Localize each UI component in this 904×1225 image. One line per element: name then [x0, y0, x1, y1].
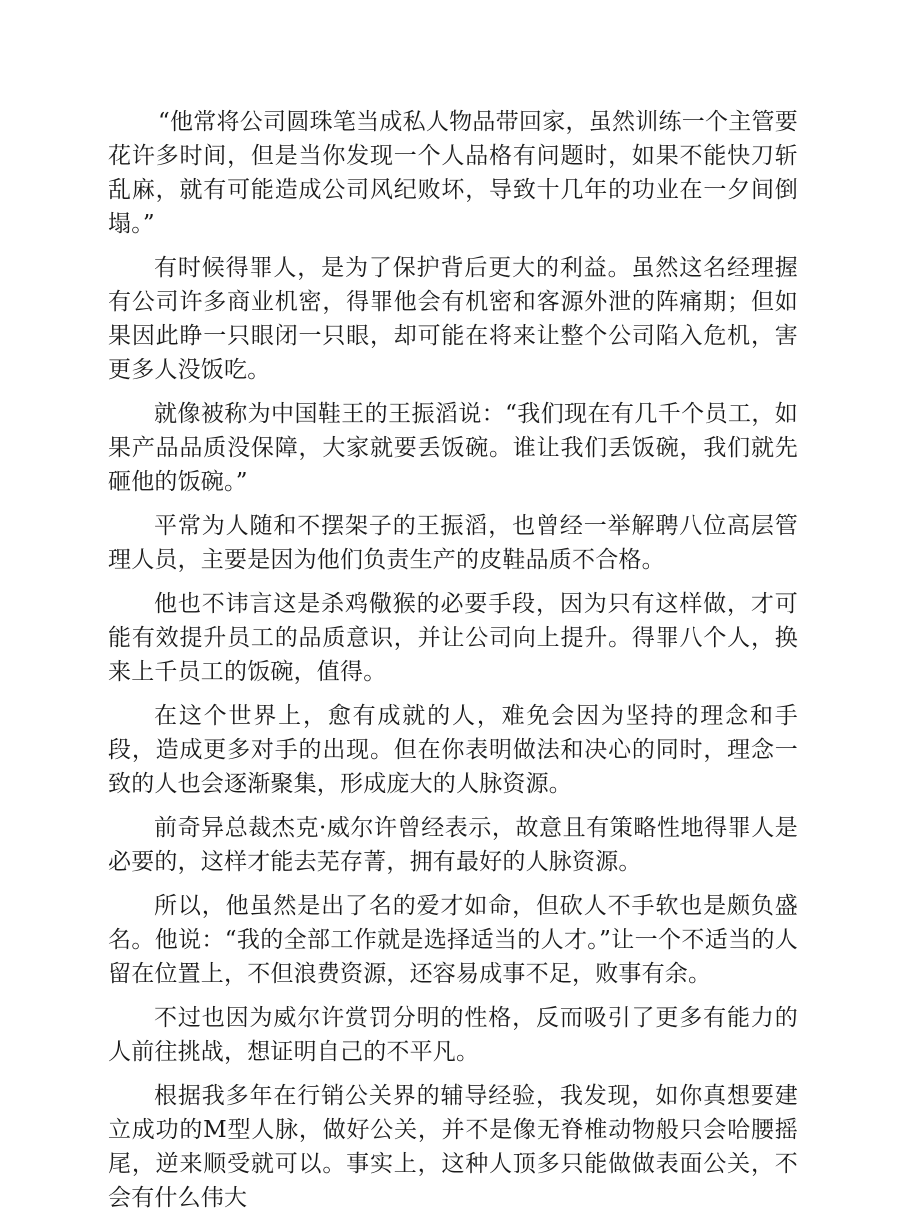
paragraph: 前奇异总裁杰克·威尔许曾经表示，故意且有策略性地得罪人是必要的，这样才能去芜存菁，拥有最好的人脉资源。: [108, 815, 798, 875]
paragraph: 不过也因为威尔许赏罚分明的性格，反而吸引了更多有能力的人前往挑战，想证明自己的不平凡。: [108, 1005, 798, 1065]
paragraph: 所以，他虽然是出了名的爱才如命，但砍人不手软也是颇负盛名。他说：“我的全部工作就是选择适当的人才。”让一个不适当的人留在位置上，不但浪费资源，还容易成事不足，败事有余。: [108, 893, 798, 987]
paragraph: 在这个世界上，愈有成就的人，难免会因为坚持的理念和手段，造成更多对手的出现。但在你表明做法和决心的同时，理念一致的人也会逐渐聚集，形成庞大的人脉资源。: [108, 703, 798, 797]
paragraph: 平常为人随和不摆架子的王振滔，也曾经一举解聘八位高层管理人员，主要是因为他们负责生产的皮鞋品质不合格。: [108, 513, 798, 573]
paragraph: 根据我多年在行销公关界的辅导经验，我发现，如你真想要建立成功的M型人脉，做好公关，并不是像无脊椎动物般只会哈腰摇尾，逆来顺受就可以。事实上，这种人顶多只能做做表面公关，不会有什么伟大: [108, 1083, 798, 1211]
paragraph: “他常将公司圆珠笔当成私人物品带回家，虽然训练一个主管要花许多时间，但是当你发现一个人品格有问题时，如果不能快刀斩乱麻，就有可能造成公司风纪败坏，导致十几年的功业在一夕间倒塌。”: [108, 109, 798, 237]
paragraph: 他也不讳言这是杀鸡儆猴的必要手段，因为只有这样做，才可能有效提升员工的品质意识，并让公司向上提升。得罪八个人，换来上千员工的饭碗，值得。: [108, 591, 798, 685]
paragraph: 就像被称为中国鞋王的王振滔说：“我们现在有几千个员工，如果产品品质没保障，大家就要丢饭碗。谁让我们丢饭碗，我们就先砸他的饭碗。”: [108, 401, 798, 495]
body-text: [108, 105, 798, 1225]
paragraph: 有时候得罪人，是为了保护背后更大的利益。虽然这名经理握有公司许多商业机密，得罪他会有机密和客源外泄的阵痛期；但如果因此睁一只眼闭一只眼，却可能在将来让整个公司陷入危机，害更多人没饭吃。: [108, 255, 798, 383]
